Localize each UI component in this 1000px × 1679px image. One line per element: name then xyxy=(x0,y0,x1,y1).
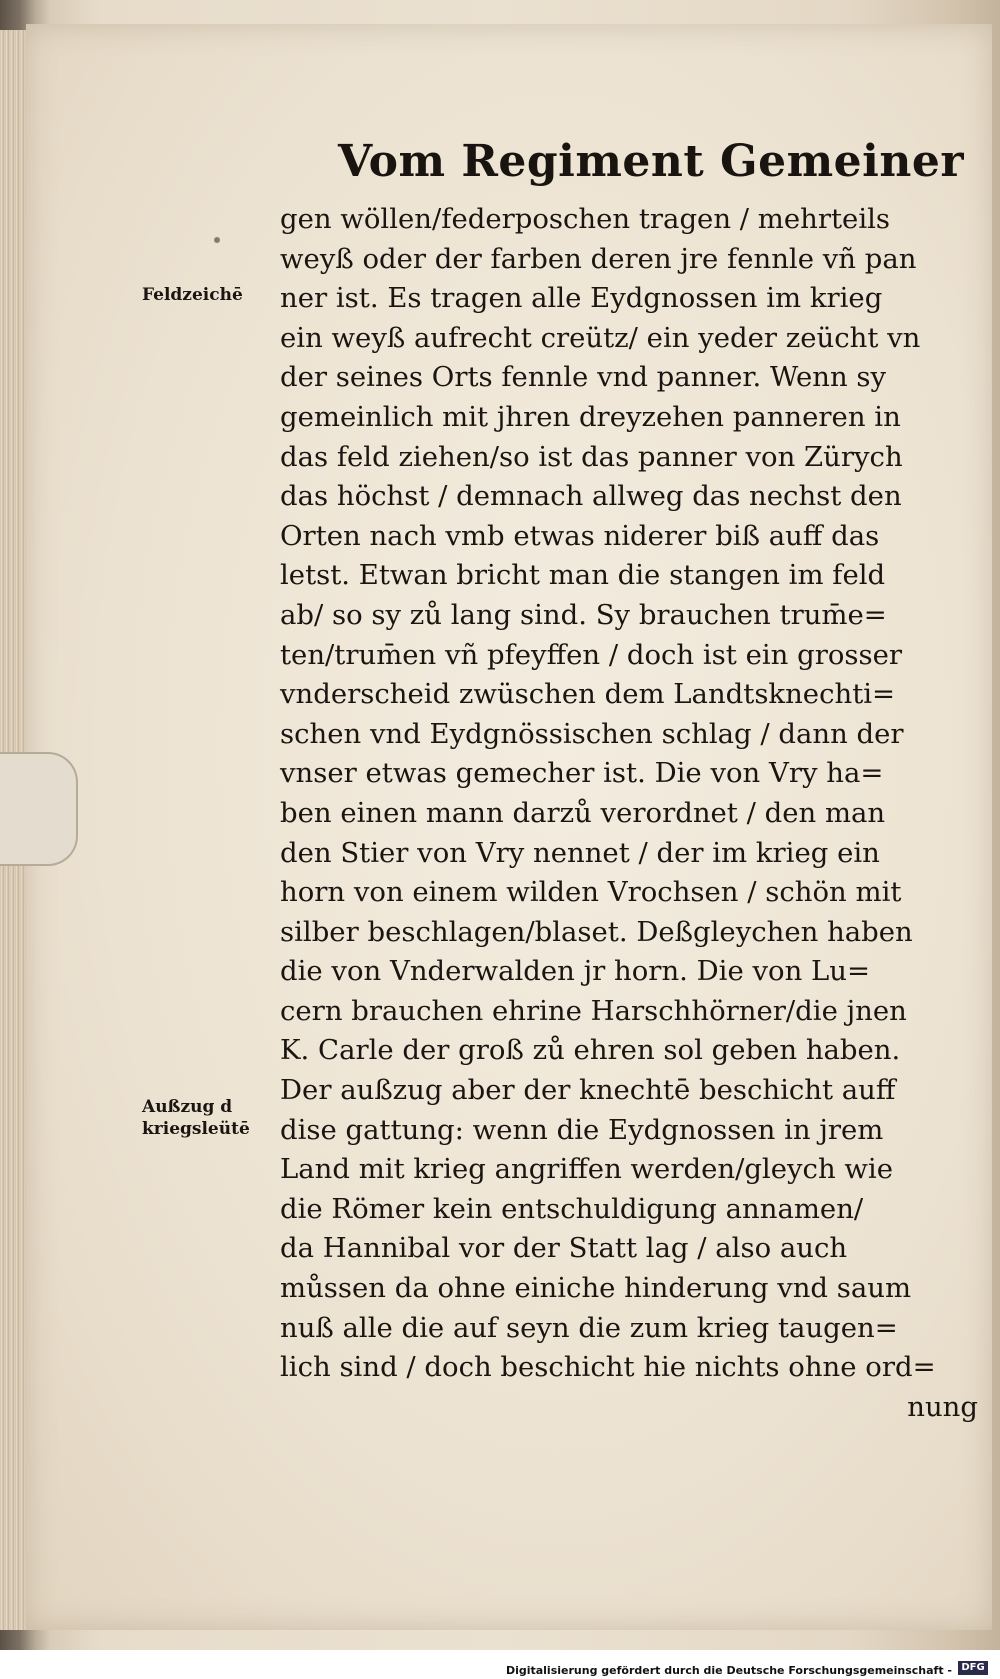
text-line: nuß alle die auf seyn die zum krieg taugen= xyxy=(280,1311,898,1344)
bookmark-tab xyxy=(0,752,78,866)
text-line: die von Vnderwalden jr horn. Die von Lu= xyxy=(280,955,871,988)
body-text xyxy=(280,200,980,1427)
text-line: vnderscheid zwüschen dem Landtsknechti= xyxy=(280,678,896,711)
text-line: ab/ so sy zů lang sind. Sy brauchen trum̄e= xyxy=(280,598,887,631)
dfg-logo: DFG xyxy=(958,1661,988,1675)
text-line: vnser etwas gemecher ist. Die von Vry ha= xyxy=(280,757,884,790)
text-line: Land mit krieg angriffen werden/gleych wie xyxy=(280,1153,894,1186)
text-line: ner ist. Es tragen alle Eydgnossen im krieg xyxy=(280,282,883,315)
marginal-note-feldzeichen: Feldzeichē xyxy=(142,285,243,305)
text-line: schen vnd Eydgnössischen schlag / dann der xyxy=(280,717,904,750)
text-line: ten/trum̄en vñ pfeyffen / doch ist ein grosser xyxy=(280,638,903,671)
text-line: K. Carle der groß zů ehren sol geben haben. xyxy=(280,1034,901,1067)
text-line: den Stier von Vry nennet / der im krieg ein xyxy=(280,836,880,869)
text-line: das feld ziehen/so ist das panner von Zürych xyxy=(280,440,903,473)
marginal-note-auszug-text: Außzug d kriegsleütē xyxy=(142,1097,250,1139)
text-line: cern brauchen ehrine Harschhörner/die jnen xyxy=(280,994,907,1027)
catchword: nung xyxy=(907,1390,978,1423)
running-head: Vom Regiment Gemeiner xyxy=(338,136,965,187)
text-line: ein weyß aufrecht creütz/ ein yeder zeücht vn xyxy=(280,321,921,354)
text-line: dise gattung: wenn die Eydgnossen in jrem xyxy=(280,1113,884,1146)
text-line: letst. Etwan bricht man die stangen im feld xyxy=(280,559,886,592)
text-line: da Hannibal vor der Statt lag / also auch xyxy=(280,1232,848,1265)
text-line: můssen da ohne einiche hinderung vnd saum xyxy=(280,1272,912,1305)
text-line: weyß oder der farben deren jre fennle vñ pan xyxy=(280,242,917,275)
text-line: das höchst / demnach allweg das nechst den xyxy=(280,480,902,513)
text-line: silber beschlagen/blaset. Deßgleychen haben xyxy=(280,915,913,948)
ink-spot xyxy=(214,237,220,243)
text-line: ben einen mann darzů verordnet / den man xyxy=(280,796,886,829)
text-line: der seines Orts fennle vnd panner. Wenn sy xyxy=(280,361,887,394)
funding-credit: Digitalisierung gefördert durch die Deutsche Forschungsgemeinschaft - xyxy=(505,1664,952,1677)
text-line: gen wöllen/federposchen tragen / mehrteils xyxy=(280,203,891,235)
text-line: lich sind / doch beschicht hie nichts ohne ord= xyxy=(280,1351,936,1384)
text-line: gemeinlich mit jhren dreyzehen panneren in xyxy=(280,400,901,433)
text-line: Der außzug aber der knechtē beschicht auff xyxy=(280,1074,896,1107)
marginal-note-auszug xyxy=(142,1096,250,1140)
text-line: horn von einem wilden Vrochsen / schön mit xyxy=(280,876,902,909)
text-line: die Römer kein entschuldigung annamen/ xyxy=(280,1192,864,1225)
text-line: Orten nach vmb etwas niderer biß auff das xyxy=(280,519,880,552)
